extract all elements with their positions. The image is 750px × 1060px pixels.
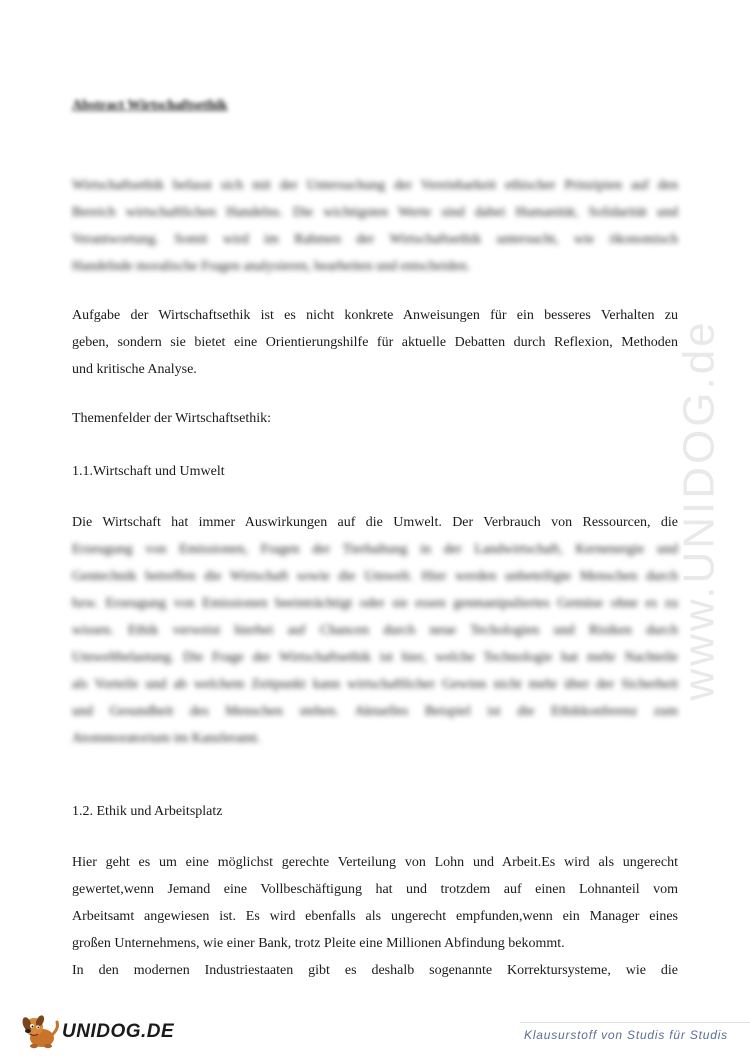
section-heading-umwelt: 1.1.Wirtschaft und Umwelt [72, 464, 225, 479]
umwelt-paragraph-blurred [72, 536, 678, 752]
text-line: bzw. Erzeugung von Emissionen beeinträchtigt oder sie essen genmanipuliertes Gemüse ohne es zu [72, 596, 678, 611]
footer-slogan: Klausurstoff von Studis für Studis [524, 1028, 728, 1042]
themenfelder-heading: Themenfelder der Wirtschaftsethik: [72, 411, 271, 426]
intro-paragraph-blurred [72, 172, 678, 280]
arbeitsplatz-paragraph [72, 849, 678, 984]
text-line: In den modernen Industriestaaten gibt es deshalb sogenannte Korrektursysteme, wie die [72, 963, 678, 978]
text-line: als Vorteile und ab welchem Zeitpunkt kann wirtschaftlicher Gewinn nicht mehr über der Sicherheit [72, 677, 678, 692]
section-heading-arbeitsplatz: 1.2. Ethik und Arbeitsplatz [72, 804, 223, 819]
dog-mascot-icon [20, 1012, 60, 1052]
watermark: www.UNIDOG.de [675, 319, 725, 701]
text-line: und kritische Analyse. [72, 362, 197, 377]
text-line: Arbeitsamt angewiesen ist. Es wird ebenfalls als ungerecht empfunden,wenn ein Manager eines [72, 909, 678, 924]
text-line: Wirtschaftsethik befasst sich mit der Untersuchung der Vereinbarkeit ethischer Prinzipien auf den [72, 178, 678, 193]
umwelt-paragraph [72, 509, 678, 536]
text-line: Die Wirtschaft hat immer Auswirkungen auf die Umwelt. Der Verbrauch von Ressourcen, die [72, 515, 678, 530]
text-line: Umweltbelastung. Die Frage der Wirtschaftsethik ist hier, welche Technologie hat mehr Nachteile [72, 650, 678, 665]
text-line: Verantwortung. Somit wird im Rahmen der Wirtschaftsethik untersucht, wie ökonomisch [72, 232, 678, 247]
text-line: wissen. Ethik verweist hierbei auf Chancen durch neue Techologien und Risiken durch [72, 623, 678, 638]
text-line: Handelnde moralische Fragen analysieren, bearbeiten und entscheiden. [72, 259, 471, 274]
text-line: Bereich wirtschaftlichen Handelns. Die wichtigsten Werte sind dabei Humanität, Solidarität und [72, 205, 678, 220]
document-title: Abstract Wirtschaftsethik [72, 98, 228, 113]
logo-wordmark: UNIDOG.DE [62, 1021, 175, 1042]
text-line: Atommoratorium im Kanzleramt. [72, 731, 261, 746]
text-line: Aufgabe der Wirtschaftsethik ist es nicht konkrete Anweisungen für ein besseres Verhalten zu [72, 308, 678, 323]
text-line: Erzeugung von Emissionen, Fragen der Tierhaltung in der Landwirtschaft, Kernenergie und [72, 542, 678, 557]
text-line: großen Unternehmens, wie einer Bank, trotz Pleite eine Millionen Abfindung bekommt. [72, 936, 565, 951]
text-line: und Gesundheit des Menschen stehen. Aktuelles Beispiel ist die Ethikkonferenz zum [72, 704, 678, 719]
text-line: Hier geht es um eine möglichst gerechte Verteilung von Lohn und Arbeit.Es wird als ungerecht [72, 855, 678, 870]
text-line: gewertet,wenn Jemand eine Vollbeschäftigung hat und trotzdem auf einen Lohnanteil vom [72, 882, 678, 897]
footer-divider [520, 1022, 750, 1023]
text-line: geben, sondern sie bietet eine Orientierungshilfe für aktuelle Debatten durch Reflexion, Methoden [72, 335, 678, 350]
text-line: Gentechnik betreffen die Wirtschaft sowie die Umwelt. Hier werden unbeteiligte Menschen durch [72, 569, 678, 584]
unidog-logo[interactable] [20, 1012, 174, 1052]
aufgabe-paragraph [72, 302, 678, 383]
